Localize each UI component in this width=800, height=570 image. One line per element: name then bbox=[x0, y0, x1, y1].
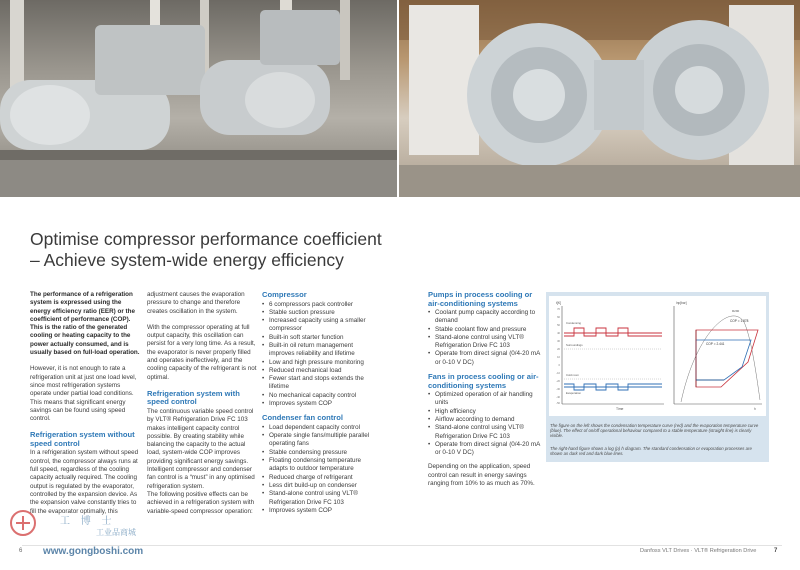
list-item: • Stable coolant flow and pressure bbox=[428, 326, 540, 334]
condensing-label: Condensing bbox=[566, 321, 581, 325]
section-heading: Pumps in process cooling or air-conditioning systems bbox=[428, 290, 533, 308]
section-heading: Refrigeration system with speed control bbox=[147, 388, 240, 407]
pumps-list bbox=[428, 309, 540, 367]
list-item: • Floating condensing temperature adapts to outdoor temperature bbox=[262, 457, 374, 474]
headline-line-2: – Achieve system-wide energy efficiency bbox=[30, 250, 344, 270]
y-tick-label: 0 bbox=[558, 364, 560, 367]
y-tick-label: 10 bbox=[557, 356, 560, 359]
paragraph: adjustment causes the evaporation pressure to change and therefore creates oscillation in the system. bbox=[147, 291, 245, 315]
x-axis-label: Time bbox=[616, 407, 624, 411]
refrigerant-label: R290 bbox=[732, 309, 740, 313]
list-item: • Operate single fans/multiple parallel operating fans bbox=[262, 432, 374, 449]
watermark-chinese-subtext: 工业品商城 bbox=[96, 528, 136, 537]
footer-publication-title: Danfoss VLT Drives · VLT® Refrigeration Drive bbox=[640, 548, 757, 554]
compressor-list bbox=[262, 301, 374, 409]
fans-list bbox=[428, 391, 540, 457]
list-item: • Stable condensing pressure bbox=[262, 449, 374, 457]
list-item: • Stand-alone control using VLT® Refrigeration Drive FC 103 bbox=[428, 424, 540, 441]
column-4 bbox=[428, 291, 540, 496]
y-tick-label: -20 bbox=[556, 380, 560, 383]
intro-paragraph: The performance of a refrigeration system is expressed using the energy efficiency ratio (EER) or the coefficient of performance (COP). This is the ratio of the generated cooling or heating capacity to the power actually consumed, and is usually based on full-load operation. bbox=[30, 291, 140, 357]
section-heading: Condenser fan control bbox=[262, 413, 344, 423]
list-item: • Operate from direct signal (0/4-20 mA or 0-10 V DC) bbox=[428, 350, 540, 367]
list-item: • Operate from direct signal (0/4-20 mA or 0-10 V DC) bbox=[428, 441, 540, 458]
y-tick-label: -50 bbox=[556, 402, 560, 405]
list-item: • Reduced charge of refrigerant bbox=[262, 474, 374, 482]
list-item: • Improves system COP bbox=[262, 507, 374, 515]
paragraph: The continuous variable speed control by VLT® Refrigeration Drive FC 103 makes intelligent capacity control possible. By creating stability while balancing the capacity to the actual load, system-wide COP improves providing significant energy savings. Intelligent compressor and condenser fan control is a “must” in any optimised refrigeration system. bbox=[147, 407, 255, 490]
y-tick-label: 30 bbox=[557, 340, 560, 343]
watermark-logo-icon bbox=[8, 508, 38, 538]
column-1 bbox=[30, 291, 142, 524]
paragraph: With the compressor operating at full output capacity, this oscillation can persist for a very long time. As a result, the evaporator is never properly filled and operates ineffectively, and the cooling capacity of the refrigerant is not optimal. bbox=[147, 323, 257, 381]
compressor-photo-left bbox=[0, 0, 397, 197]
y-tick-label: 40 bbox=[557, 332, 560, 335]
watermark-url[interactable]: www.gongboshi.com bbox=[43, 546, 144, 557]
y-tick-label: 50 bbox=[557, 324, 560, 327]
list-item: • No mechanical capacity control bbox=[262, 392, 374, 400]
paragraph: However, it is not enough to rate a refrigeration unit at just one load level, since most refrigeration systems operate under partial load conditions. This means that significant energy savings can be found using speed control. bbox=[30, 365, 137, 423]
paragraph: The following positive effects can be achieved in a refrigeration system with variable-speed compressor operation: bbox=[147, 490, 255, 515]
section-heading: Refrigeration system without speed control bbox=[30, 430, 135, 448]
section-heading: Compressor bbox=[262, 290, 307, 299]
list-item: • 6 compressors pack controller bbox=[262, 301, 374, 309]
figure-caption-2: The right-hand figure shows a log (p) h diagram. The standard condensation or evaporation processes are shown as dark red and dark blue lines. bbox=[550, 446, 752, 457]
page-number-left: 6 bbox=[19, 548, 23, 554]
page-headline bbox=[30, 229, 590, 271]
list-item: • High efficiency bbox=[428, 408, 540, 416]
list-item: • Fewer start and stops extends the lifetime bbox=[262, 375, 374, 392]
list-item: • Stand-alone control using VLT® Refrigeration Drive FC 103 bbox=[262, 490, 374, 507]
list-item: • Reduced mechanical load bbox=[262, 367, 374, 375]
column-2 bbox=[147, 291, 259, 524]
y-tick-label: -40 bbox=[556, 396, 560, 399]
compressor-photo-right bbox=[399, 0, 800, 197]
y-tick-label: 20 bbox=[557, 348, 560, 351]
list-item: • Low and high pressure monitoring bbox=[262, 359, 374, 367]
list-item: • Coolant pump capacity according to demand bbox=[428, 309, 540, 326]
list-item: • Built-in oil return management improves reliability and lifetime bbox=[262, 342, 374, 359]
paragraph: In a refrigeration system without speed control, the compressor always runs at full speed, regardless of the cooling capacity actually required. The cooling output is regulated by the evaporator, controlled by the expansion device. As the expansion valve constantly tries to fill the evaporator optimally, this bbox=[30, 449, 139, 515]
headline-line-1: Optimise compressor performance coefficient bbox=[30, 229, 382, 249]
list-item: • Improves system COP bbox=[262, 400, 374, 408]
paragraph: Depending on the application, speed control can result in energy savings ranging from 10% to as much as 70%. bbox=[428, 463, 535, 488]
temperature-diagram bbox=[546, 292, 769, 420]
y-axis-label: t[K] bbox=[556, 301, 562, 305]
list-item: • Stand-alone control using VLT® Refrigeration Drive FC 103 bbox=[428, 334, 540, 351]
list-item: • Optimized operation of air handling units bbox=[428, 391, 540, 408]
column-3 bbox=[262, 291, 374, 521]
cold-room-label: Cold room bbox=[566, 373, 579, 377]
list-item: • Load dependent capacity control bbox=[262, 424, 374, 432]
y-tick-label: -10 bbox=[556, 372, 560, 375]
figure-caption-1: The figure on the left shows the condensation temperature curve (red) and the evaporation temperature curve (blue). The effect of on/off operational behaviour compared to a stable temperature (straight line) is clearly visible. bbox=[550, 423, 759, 439]
evaporation-label: Evaporation bbox=[566, 391, 581, 395]
section-heading: Fans in process cooling or air-conditioning systems bbox=[428, 372, 539, 390]
watermark-chinese-text: 工 博 士 bbox=[60, 516, 116, 527]
list-item: • Stable suction pressure bbox=[262, 309, 374, 317]
y-tick-label: 60 bbox=[557, 316, 560, 319]
surroundings-label: Surroundings bbox=[566, 343, 583, 347]
list-item: • Less dirt build-up on condenser bbox=[262, 482, 374, 490]
list-item: • Airflow according to demand bbox=[428, 416, 540, 424]
cop-value-1: COP = 1.878 bbox=[730, 319, 749, 323]
list-item: • Increased capacity using a smaller compressor bbox=[262, 317, 374, 334]
y-tick-label: -30 bbox=[556, 388, 560, 391]
temperature-diagram-figure bbox=[546, 292, 769, 462]
page-number-right: 7 bbox=[774, 548, 778, 554]
h-axis-label: h bbox=[754, 407, 756, 411]
list-item: • Built-in soft starter function bbox=[262, 334, 374, 342]
y-tick-label: 70 bbox=[557, 308, 560, 311]
condenser-fan-list bbox=[262, 424, 374, 515]
cop-value-2: COP = 2.441 bbox=[706, 342, 725, 346]
p-axis-label: lnp[bar] bbox=[676, 301, 687, 305]
